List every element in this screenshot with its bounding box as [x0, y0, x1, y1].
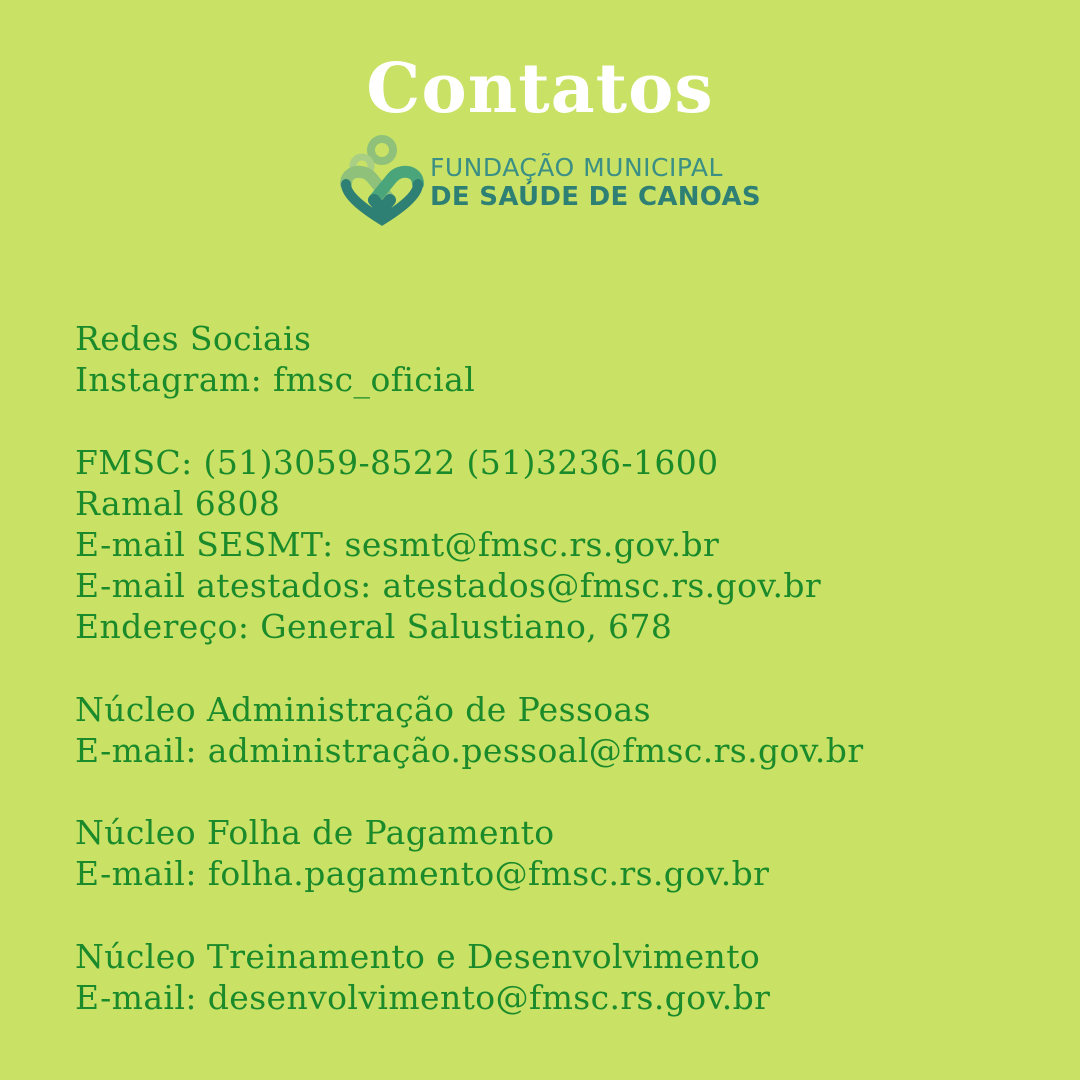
email-payroll[interactable]: E-mail: folha.pagamento@fmsc.rs.gov.br	[75, 854, 770, 894]
spacer	[75, 771, 1055, 812]
spacer	[75, 895, 1055, 936]
email-atestados[interactable]: E-mail atestados: atestados@fmsc.rs.gov.br	[75, 566, 822, 606]
fmsc-logo	[336, 132, 761, 228]
fmsc-ramal: Ramal 6808	[75, 483, 281, 523]
fmsc-address: Endereço: General Salustiano, 678	[75, 607, 673, 647]
spacer	[75, 648, 1055, 689]
instagram-handle[interactable]: Instagram: fmsc_oficial	[75, 360, 476, 400]
page-title: Contatos	[366, 49, 714, 129]
social-heading: Redes Sociais	[75, 319, 312, 358]
logo-line-1: FUNDAÇÃO MUNICIPAL	[430, 153, 723, 182]
payroll-heading: Núcleo Folha de Pagamento	[75, 813, 555, 853]
fmsc-phones: FMSC: (51)3059-8522 (51)3236-1600	[75, 442, 719, 482]
email-training[interactable]: E-mail: desenvolvimento@fmsc.rs.gov.br	[75, 978, 771, 1017]
spacer	[75, 400, 1055, 441]
email-admin[interactable]: E-mail: administração.pessoal@fmsc.rs.gov.br	[75, 730, 864, 770]
logo-line-2: DE SAÚDE DE CANOAS	[430, 182, 761, 212]
heart-people-icon	[336, 132, 428, 228]
email-sesmt[interactable]: E-mail SESMT: sesmt@fmsc.rs.gov.br	[75, 524, 720, 564]
training-heading: Núcleo Treinamento e Desenvolvimento	[75, 936, 761, 976]
contact-list	[75, 318, 1055, 1018]
admin-heading: Núcleo Administração de Pessoas	[75, 689, 651, 729]
